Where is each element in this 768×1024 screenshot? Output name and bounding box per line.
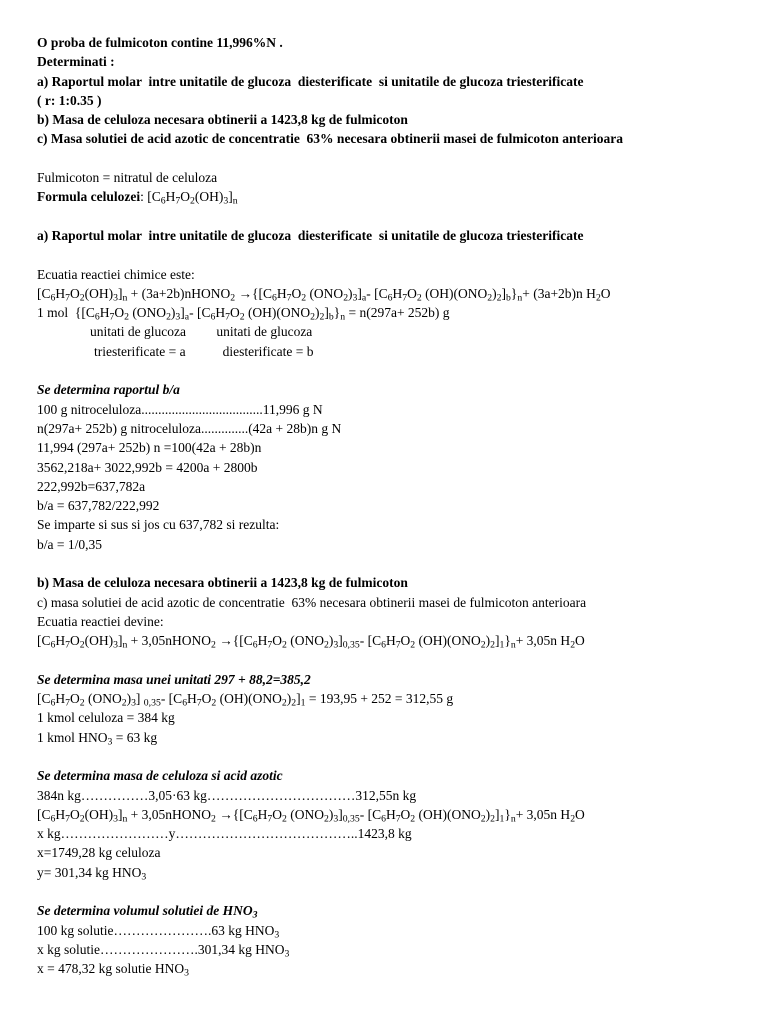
mass-heading: Se determina masa de celuloza si acid azotic <box>37 768 283 784</box>
problem-line-3: a) Raportul molar intre unitatile de glucoza diesterificate si unitatile de glucoza triesterificate <box>37 73 584 89</box>
part-b-heading: b) Masa de celuloza necesara obtinerii a 1423,8 kg de fulmicoton <box>37 575 408 591</box>
calc-line-4: 3562,218a+ 3022,992b = 4200a + 2800b <box>37 459 258 475</box>
unit-line-3: 1 kmol $HNO_3 = 63$ kg <box>37 729 158 748</box>
formula-value: : $[C_6H_7O_2(OH)_3]_n$ <box>140 189 238 207</box>
calc-line-2: n(297a+ 252b) g nitroceluloza..............(42a + 28b)n g N <box>37 420 342 436</box>
ratio-heading: Se determina raportul b/a <box>37 382 180 398</box>
units-line-1: unitati de glucoza unitati de glucoza <box>90 324 313 340</box>
problem-line-5: b) Masa de celuloza necesara obtinerii a 1423,8 kg de fulmicoton <box>37 112 408 128</box>
volume-line-3: x = 478,32 kg solutie $HNO_3$ <box>37 961 189 979</box>
mass-line-4: x=1749,28 kg celuloza <box>37 845 161 861</box>
equation-3: $[C_6H_7O_2(OH)_3]_n$ + 3,05nHONO$_2$ $\to\{[C_6H_7O_2$ $(ONO_2)_3]_{0,35}-$ [$C_6H_7O_2$ $(OH)(ONO_2)_2]_1\}_n+ 3,05n$ $H_2O$ <box>37 633 585 651</box>
cellulose-formula <box>37 187 757 206</box>
document-page <box>37 33 757 979</box>
unit-line-2: 1 kmol celuloza = 384 kg <box>37 710 175 726</box>
unit-line-1: [$C_6H_7O_2$ $(ONO_2)_3$] $_{0,35}$- [$C_6H_7O_2$ $(OH)(ONO_2)_2]_1 = 193,95 + 252 = 312,55$ g <box>37 691 454 709</box>
calc-line-1: 100 g nitroceluloza....................................11,996 g N <box>37 401 323 417</box>
volume-heading: Se determina volumul solutiei de $HNO_3$ <box>37 903 258 921</box>
unit-mass-heading: Se determina masa unei unitati 297 + 88,2=385,2 <box>37 671 311 687</box>
equation-title: Ecuatia reactiei chimice este: <box>37 266 195 282</box>
problem-answer: ( r: 1:0.35 ) <box>37 92 102 108</box>
calc-line-5: 222,992b=637,782a <box>37 478 146 494</box>
volume-line-1: 100 kg solutie………………….63 kg $HNO_3$ <box>37 922 280 941</box>
calc-line-6: b/a = 637,782/222,992 <box>37 498 160 514</box>
intro-line-1: Fulmicoton = nitratul de celuloza <box>37 170 218 186</box>
calc-line-8: b/a = 1/0,35 <box>37 536 102 552</box>
equation-title-2: Ecuatia reactiei devine: <box>37 613 164 629</box>
units-line-2: triesterificate = a diesterificate = b <box>94 343 314 359</box>
mass-line-2: $[C_6H_7O_2(OH)_3]_n$ + 3,05nHONO$_2$ $\to\{[C_6H_7O_2$ $(ONO_2)_3]_{0,35}-$ [$C_6H_7O_2$ $(OH)(ONO_2)_2]_1\}_n+ 3,05n$ $H_2O$ <box>37 806 585 825</box>
volume-line-2: x kg solutie………………….301,34 kg $HNO_3$ <box>37 941 290 960</box>
calc-line-3: 11,994 (297a+ 252b) n =100(42a + 28b)n <box>37 440 262 456</box>
problem-line-2: Determinati : <box>37 54 115 70</box>
calc-line-7: Se imparte si sus si jos cu 637,782 si rezulta: <box>37 517 280 533</box>
part-a-heading: a) Raportul molar intre unitatile de glucoza diesterificate si unitatile de glucoza triesterificate <box>37 227 584 243</box>
mass-line-1: 384n kg……………3,05·63 kg……………………………312,55n kg <box>37 787 417 803</box>
problem-line-6: c) Masa solutiei de acid azotic de concentratie 63% necesara obtinerii masei de fulmicoton anterioara <box>37 131 624 147</box>
mass-line-3: x kg……………………y…………………………………..1423,8 kg <box>37 826 412 842</box>
formula-label: Formula celulozei <box>37 189 141 205</box>
equation-2: 1 mol {[$C_6H_7O_2$ $(ONO_2)_3]_a-$ [$C_6H_7O_2$ $(OH)(ONO_2)_2]_b\}_n = n(297a+ 252b)$ g <box>37 305 450 323</box>
problem-line-1: O proba de fulmicoton contine 11,996%N . <box>37 35 283 50</box>
part-c-line: c) masa solutiei de acid azotic de concentratie 63% necesara obtinerii masei de fulmicoton anterioara <box>37 594 587 610</box>
equation-1: $[C_6H_7O_2(OH)_3]_n$ + (3a+2b)nHONO$_2$ $\to\{[C_6H_7O_2$ $(ONO_2)_3]_a-$ [$C_6H_7O_2$ $(OH)(ONO_2)_2]_b\}_n+ (3a+2b)n$ $H_2O$ <box>37 285 611 304</box>
mass-line-5: y= 301,34 kg $HNO_3$ <box>37 864 147 883</box>
